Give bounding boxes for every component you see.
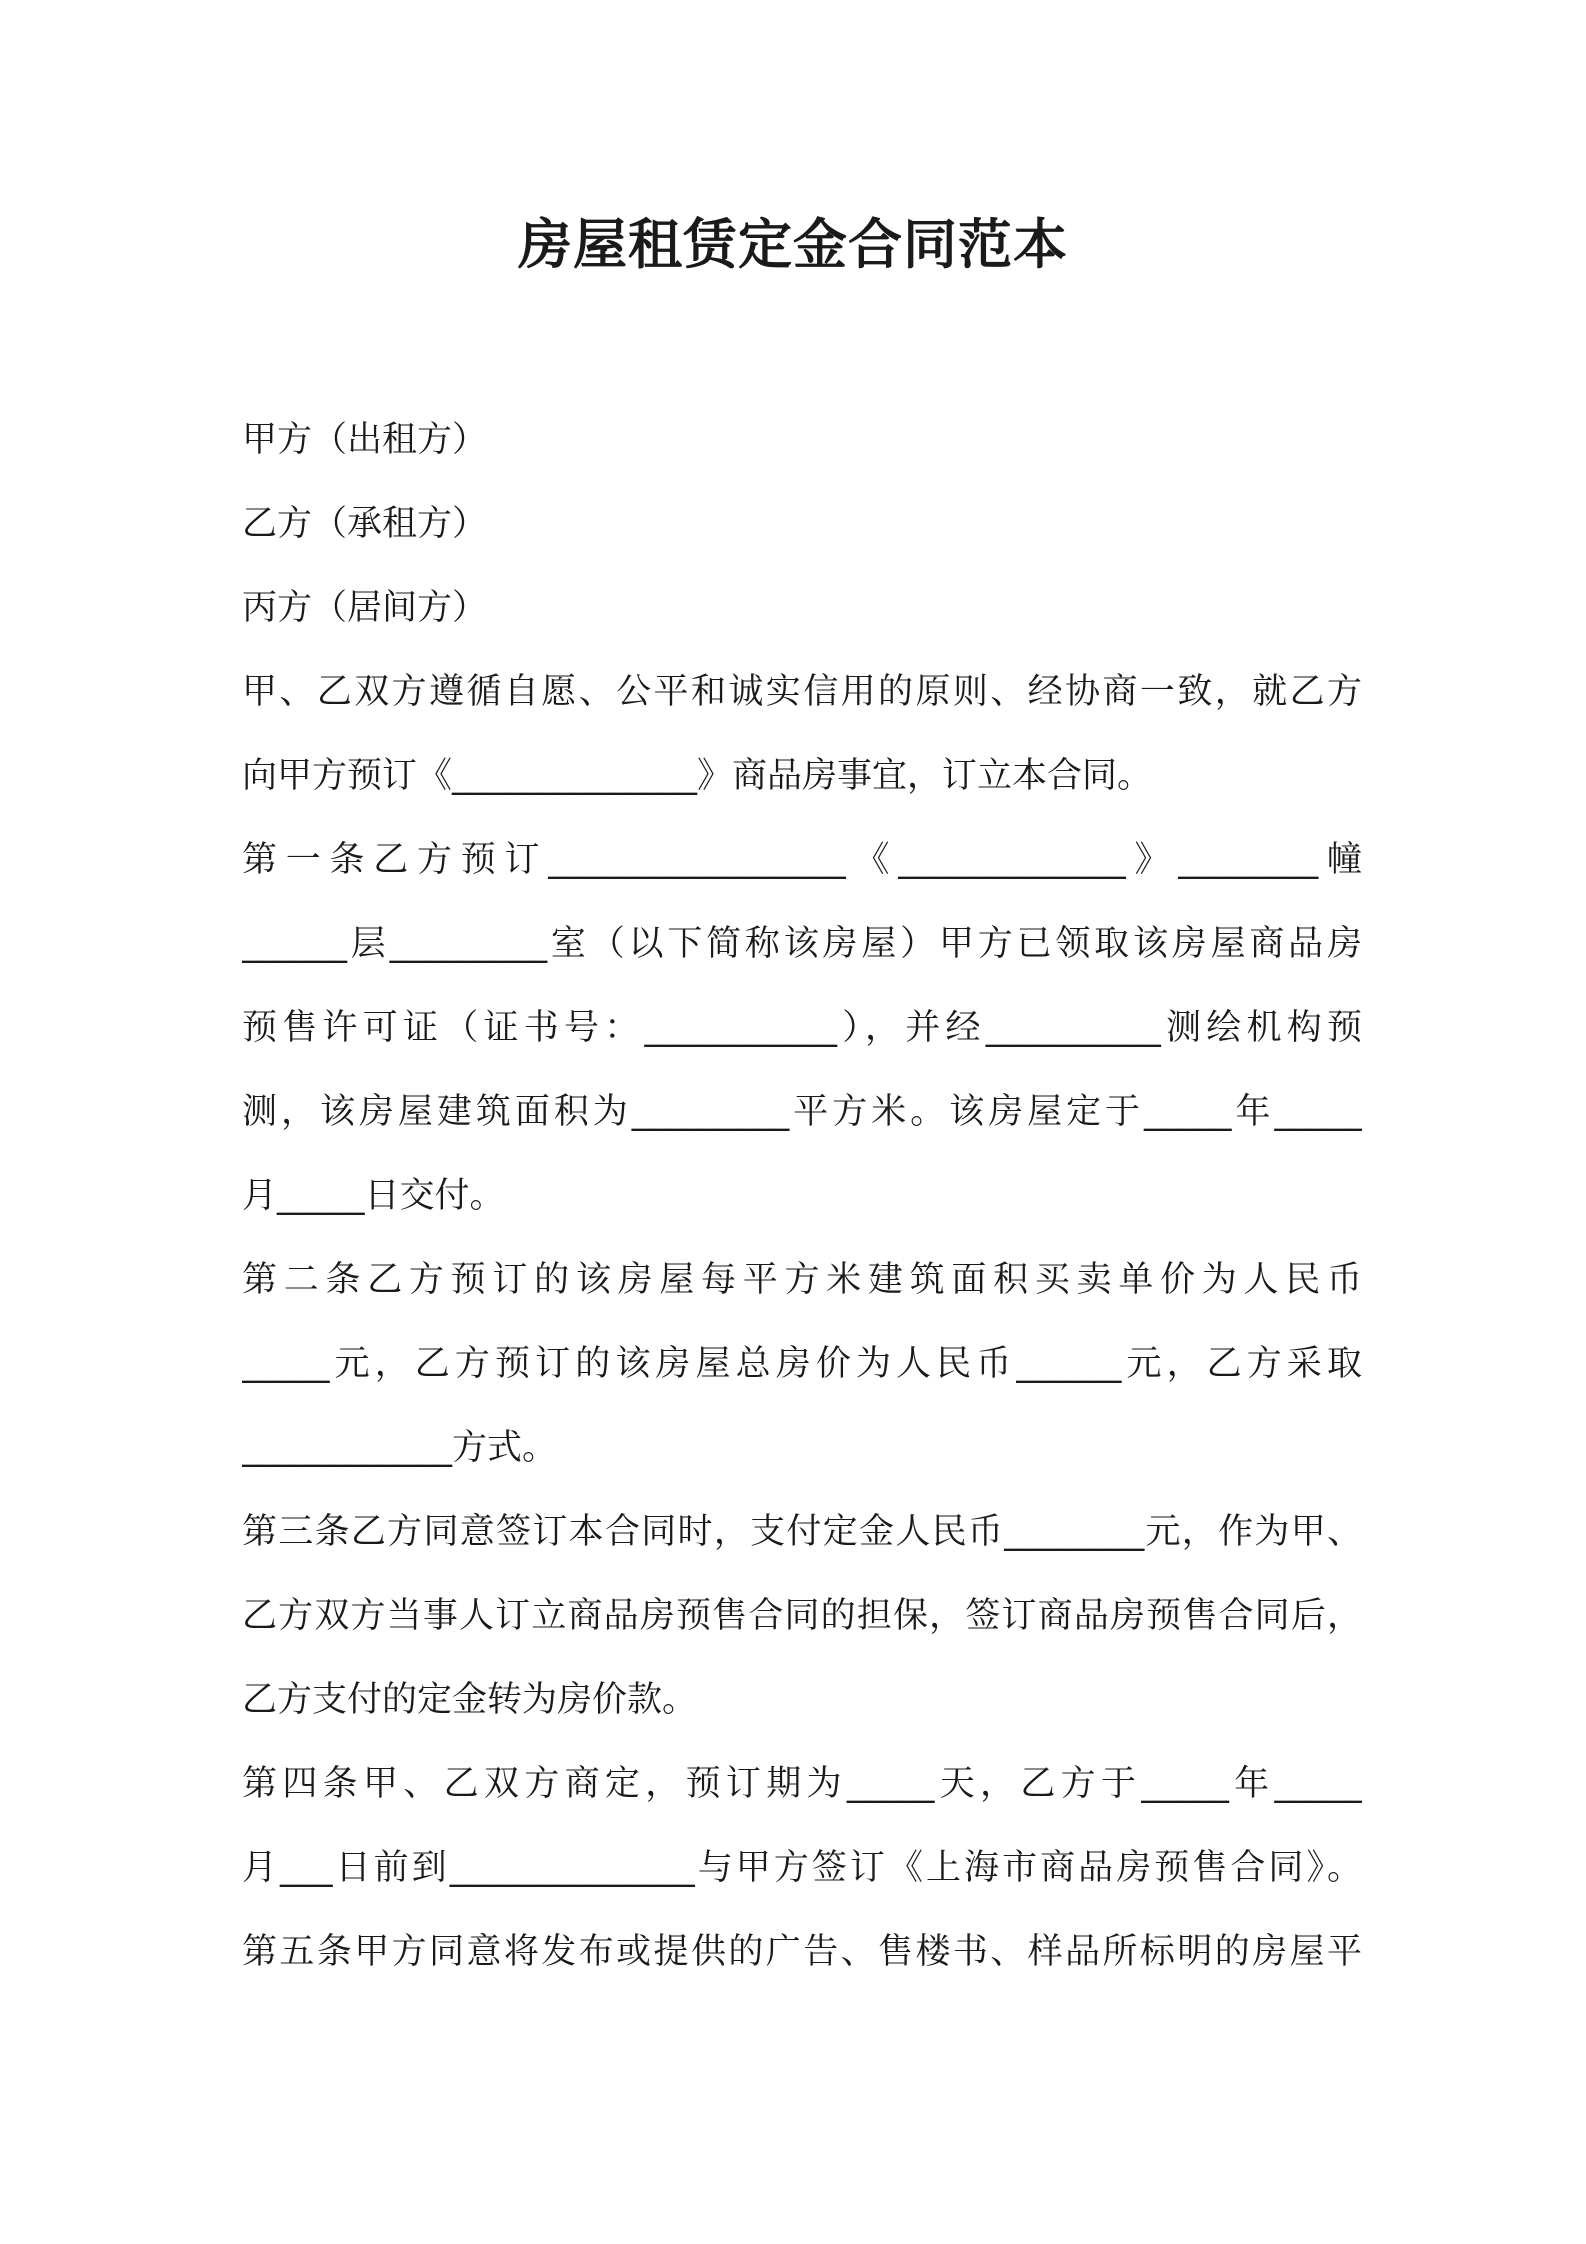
- body-line: 乙方（承租方）: [242, 504, 488, 544]
- body-line: 乙方支付的定金转为房价款。: [242, 1680, 698, 1720]
- document-title: 房屋租赁定金合同范本: [518, 213, 1068, 276]
- body-line: 第四条甲、乙双方商定，预订期为_____天，乙方于_____年_____: [242, 1764, 1362, 1804]
- body-line: 测，该房屋建筑面积为_________平方米。该房屋定于_____年_____: [242, 1092, 1362, 1132]
- body-line: 月___日前到______________与甲方签订《上海市商品房预售合同》。: [242, 1848, 1362, 1888]
- body-line: 向甲方预订《______________》商品房事宜，订立本合同。: [242, 756, 1153, 796]
- body-line: _____元，乙方预订的该房屋总房价为人民币______元，乙方采取: [242, 1344, 1362, 1384]
- body-line: 甲方（出租方）: [242, 420, 488, 460]
- document-body: [242, 398, 1362, 1994]
- body-line: 第五条甲方同意将发布或提供的广告、售楼书、样品所标明的房屋平: [242, 1932, 1362, 1972]
- body-line: 丙方（居间方）: [242, 588, 488, 628]
- body-line: ______层_________室（以下简称该房屋）甲方已领取该房屋商品房: [242, 924, 1362, 964]
- body-line: 第三条乙方同意签订本合同时，支付定金人民币________元，作为甲、: [242, 1512, 1362, 1552]
- body-line: 第一条乙方预订_________________《_____________》________幢: [242, 840, 1362, 880]
- body-line: 第二条乙方预订的该房屋每平方米建筑面积买卖单价为人民币: [242, 1260, 1362, 1300]
- body-line: 乙方双方当事人订立商品房预售合同的担保，签订商品房预售合同后，: [242, 1596, 1362, 1636]
- body-line: 甲、乙双方遵循自愿、公平和诚实信用的原则、经协商一致，就乙方: [242, 672, 1362, 712]
- body-line: 预售许可证（证书号：___________），并经__________测绘机构预: [242, 1008, 1362, 1048]
- body-line: ____________方式。: [242, 1428, 558, 1468]
- body-line: 月_____日交付。: [242, 1176, 505, 1216]
